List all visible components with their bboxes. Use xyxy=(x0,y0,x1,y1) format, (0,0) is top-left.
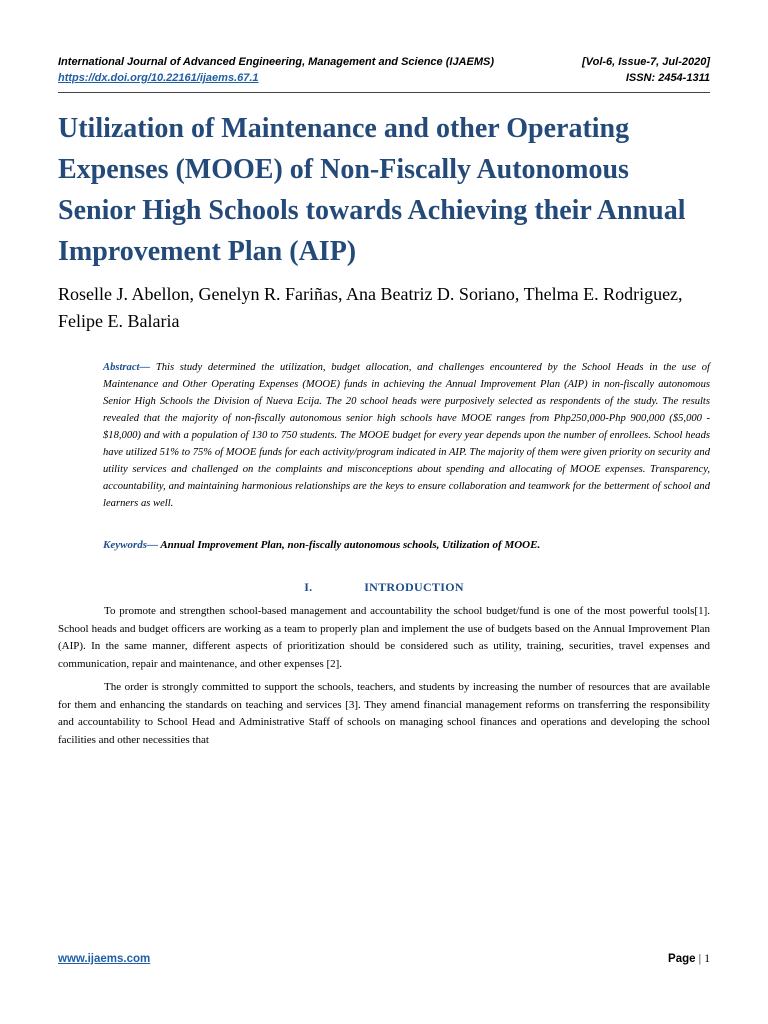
page-label: Page xyxy=(668,953,696,965)
section-heading xyxy=(0,580,768,595)
keywords-text: Annual Improvement Plan, non-fiscally autonomous schools, Utilization of MOOE. xyxy=(158,539,541,551)
header-divider xyxy=(58,92,710,93)
website-link[interactable]: www.ijaems.com xyxy=(58,953,151,965)
page-footer xyxy=(58,953,710,965)
section-title: INTRODUCTION xyxy=(364,580,464,594)
running-header xyxy=(58,54,710,86)
issn: ISSN: 2454-1311 xyxy=(625,72,710,84)
page-number: 1 xyxy=(704,953,710,965)
page-separator: | xyxy=(698,953,702,965)
body-paragraph: To promote and strengthen school-based management and accountability the school budget/fund is one of the most powerful tools[1]. School heads and budget officers are working as a team to properly plan and implement the use of budgets based on the Annual Improvement Plan (AIP). In the same manner, different aspects of prioritization should be considered such as utility, training, securities, travel expenses and communication, repair and maintenance, and other expenses [2]. xyxy=(58,605,710,670)
abstract-text: This study determined the utilization, budget allocation, and challenges encountered by the School Heads in the use of Maintenance and Other Operating Expenses (MOOE) funds in achieving the Annual Improvement Plan (AIP) in non-fiscally autonomous Senior High Schools the Division of Nueva Ecija. The 20 school heads were purposively selected as respondents of the study. The results revealed that the majority of non-fiscally autonomous senior high schools have MOOE ranges from Php250,000-Php 900,000 ($5,000 - $18,000) and with a population of 130 to 750 students. The MOOE budget for every year depends upon the number of enrollees. School heads have utilized 51% to 75% of MOOE funds for each activity/program indicated in AIP. The majority of them were given priority on security and utility services and challenged on the complaints and misconceptions about spending and allocating of MOOE expenses. Transparency, accountability, and maintaining harmonious relationships are the keys to ensure collaboration and teamwork for the betterment of school and learners as well. xyxy=(103,362,710,509)
abstract xyxy=(103,359,710,512)
author-list: Roselle J. Abellon, Genelyn R. Fariñas, Ana Beatriz D. Soriano, Thelma E. Rodriguez, Felipe E. Balaria xyxy=(58,284,683,331)
paper-title: Utilization of Maintenance and other Operating Expenses (MOOE) of Non-Fiscally Autonomous Senior High Schools towards Achieving their Annual Improvement Plan (AIP) xyxy=(58,113,686,267)
keywords xyxy=(103,537,710,553)
abstract-label: Abstract— xyxy=(103,362,151,373)
section-number: I. xyxy=(304,580,313,594)
journal-name: International Journal of Advanced Engineering, Management and Science (IJAEMS) xyxy=(58,56,495,68)
page-indicator xyxy=(668,953,710,965)
keywords-label: Keywords— xyxy=(103,539,158,551)
body-paragraph: The order is strongly committed to support the schools, teachers, and students by increasing the number of resources that are available for them and enhancing the standards on teaching and services [3]. They amend financial management reforms on transferring the responsibility and accountability to School Head and Administrative Staff of schools on managing school finances and operations and developing the school facilities and other necessities that xyxy=(58,681,710,746)
volume-info: [Vol-6, Issue-7, Jul-2020] xyxy=(582,56,710,68)
doi-link[interactable]: https://dx.doi.org/10.22161/ijaems.67.1 xyxy=(58,72,259,84)
